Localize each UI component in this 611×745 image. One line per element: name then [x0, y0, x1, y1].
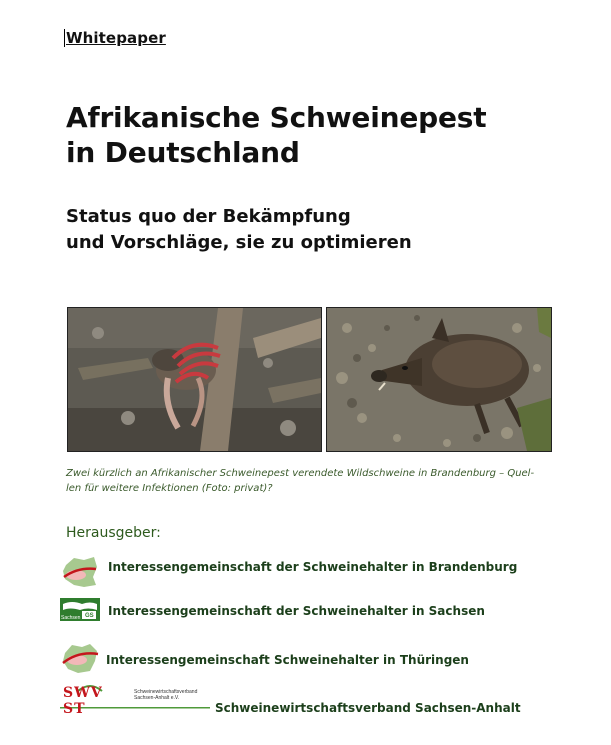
wild-boar-photo [326, 307, 552, 452]
swv-logo-small-1: Schweinewirtschaftsverband [134, 689, 198, 695]
caption-line-2: len für weitere Infektionen (Foto: privat)? [66, 483, 273, 494]
sachsen-igs-logo [60, 598, 100, 626]
title-line-2: in Deutschland [66, 136, 300, 169]
subtitle-line-1: Status quo der Bekämpfung [66, 206, 351, 227]
caption-line-1: Zwei kürzlich an Afrikanischer Schweinepest verendete Wildschweine in Brandenburg – Quel- [66, 468, 535, 479]
swv-logo-small-2: Sachsen-Anhalt e.V. [134, 695, 180, 701]
publisher-name: Interessengemeinschaft der Schweinehalter in Brandenburg [108, 560, 518, 574]
photo-caption [66, 466, 556, 496]
publisher-name: Schweinewirtschaftsverband Sachsen-Anhalt [215, 701, 521, 715]
publisher-name: Interessengemeinschaft der Schweinehalter in Sachsen [108, 604, 485, 618]
document-type-label: Whitepaper [66, 29, 166, 47]
publisher-name: Interessengemeinschaft Schweinehalter in Thüringen [106, 653, 469, 667]
publishers-heading: Herausgeber: [66, 525, 161, 541]
title-line-1: Afrikanische Schweinepest [66, 101, 487, 134]
sachsen-logo-text: Sachsen [61, 615, 81, 621]
swv-logo-text: SWV ST [63, 685, 103, 717]
brandenburg-map-pig-logo [60, 555, 100, 589]
text-cursor [64, 29, 65, 47]
carcass-photo [67, 307, 322, 452]
document-title [66, 100, 486, 170]
subtitle-line-2: und Vorschläge, sie zu optimieren [66, 232, 412, 253]
document-subtitle [66, 204, 412, 256]
sachsen-logo-badge: GS [85, 613, 94, 619]
thueringen-map-pig-logo [60, 641, 100, 675]
